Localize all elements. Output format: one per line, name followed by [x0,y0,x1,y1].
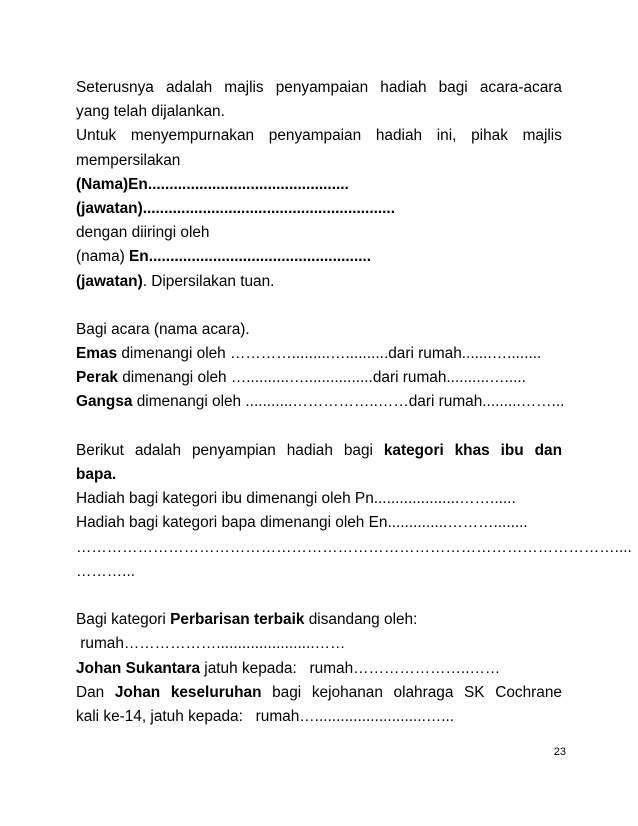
kategori-ibu-line: Hadiah bagi kategori ibu dimenangi oleh Pn....................……...... [76,490,516,508]
johan-sukantara-line [76,657,562,681]
diiringi-line: dengan diiringi oleh [76,224,210,242]
jawatan-placeholder-1 [76,197,562,221]
intro-word: majlis [224,79,264,96]
johan-sukantara-text: jatuh kepada: rumah…………………..…… [200,659,501,677]
emas-line [76,342,562,366]
perbarisan-suffix: disandang oleh: [304,611,418,629]
intro-word: hadiah [380,79,427,96]
perbarisan-rumah-line: rumah……………….......................…… [76,635,346,653]
spacer [76,294,562,318]
khas-bold-word: kategori [383,441,444,459]
intro-line-3 [76,124,562,148]
spacer [76,584,562,608]
dipersilakan-text: . Dipersilakan tuan. [142,272,275,290]
perbarisan-prefix: Bagi kategori [76,611,171,629]
intro-word: penyampaian [268,127,362,145]
intro-word: acara-acara [479,79,562,96]
keseluruhan-word: bagi [272,683,302,701]
keseluruhan-word: SK [464,683,485,701]
perak-line [76,366,562,390]
nama-placeholder-1 [76,173,562,197]
perbarisan-bold: Perbarisan terbaik [170,611,305,629]
khas-word: penyampian [191,441,276,459]
khas-line-1 [76,439,562,463]
khas-bold-word: ibu [500,441,524,459]
intro-word: bagi [438,79,468,96]
intro-word: Untuk [76,127,117,145]
keseluruhan-bold-word: keseluruhan [170,683,262,701]
jawatan-placeholder-2 [76,270,562,294]
dotted-line-1: …………………………………………………………………………………………….... [76,538,632,556]
gangsa-line [76,390,565,414]
khas-word: Berikut [76,441,124,459]
johan-sukantara-bold: Johan Sukantara [76,659,201,677]
khas-bold-word: khas [454,441,490,459]
perak-label: Perak [76,369,118,387]
nama-prefix: (nama) [76,248,130,266]
nama-placeholder-2 [76,245,562,269]
nama-placeholder-2-text: En.................................................... [129,248,372,266]
intro-word: adalah [165,79,213,96]
gangsa-label: Gangsa [76,393,133,411]
dotted-line-2: ………... [76,562,135,580]
acara-heading: Bagi acara (nama acara). [76,320,250,338]
intro-word: ini, [436,127,457,145]
intro-line-1 [76,76,562,100]
intro-word: penyampaian [275,79,369,96]
gangsa-text: dimenangi oleh ...........……………..……dari rumah.........……... [132,393,565,411]
keseluruhan-word: Cochrane [495,683,562,701]
intro-line-4: mempersilakan [76,151,181,169]
document-body [76,76,632,729]
page-number: 23 [553,746,566,758]
khas-bold-word: dan [534,441,562,459]
bapa-bold: bapa. [76,466,117,483]
jawatan-placeholder-2-text: (jawatan) [76,272,143,290]
khas-word: bagi [343,441,373,459]
emas-text: dimenangi oleh ………….........…..........dari rumah.......…........ [117,345,542,363]
jawatan-placeholder-1-text: (jawatan)........................................................... [76,199,395,217]
perbarisan-line [76,608,562,632]
kali-ke-14-line: kali ke-14, jatuh kepada: rumah…..........................…... [76,707,455,725]
intro-word: pihak [471,127,508,145]
emas-label: Emas [76,345,118,363]
intro-line-2: yang telah dijalankan. [76,103,225,121]
keseluruhan-word: olahraga [393,683,454,701]
intro-word: Seterusnya [76,79,154,96]
dan-word: Dan [76,683,105,701]
nama-placeholder-1-text: (Nama)En............................................... [76,175,349,193]
johan-keseluruhan-line [76,681,562,705]
khas-line-2 [76,463,562,487]
khas-word: hadiah [286,441,333,459]
keseluruhan-word: kejohanan [311,683,383,701]
kategori-bapa-line: Hadiah bagi kategori bapa dimenangi oleh En..............………........ [76,514,528,532]
khas-word: adalah [134,441,182,459]
spacer [76,415,562,439]
johan-bold-word: Johan [114,683,161,701]
intro-word: menyempurnakan [130,127,255,145]
intro-word: hadiah [375,127,423,145]
intro-word: majlis [522,127,562,145]
perak-text: dimenangi oleh …..........…................dari rumah..........…..... [117,369,526,387]
